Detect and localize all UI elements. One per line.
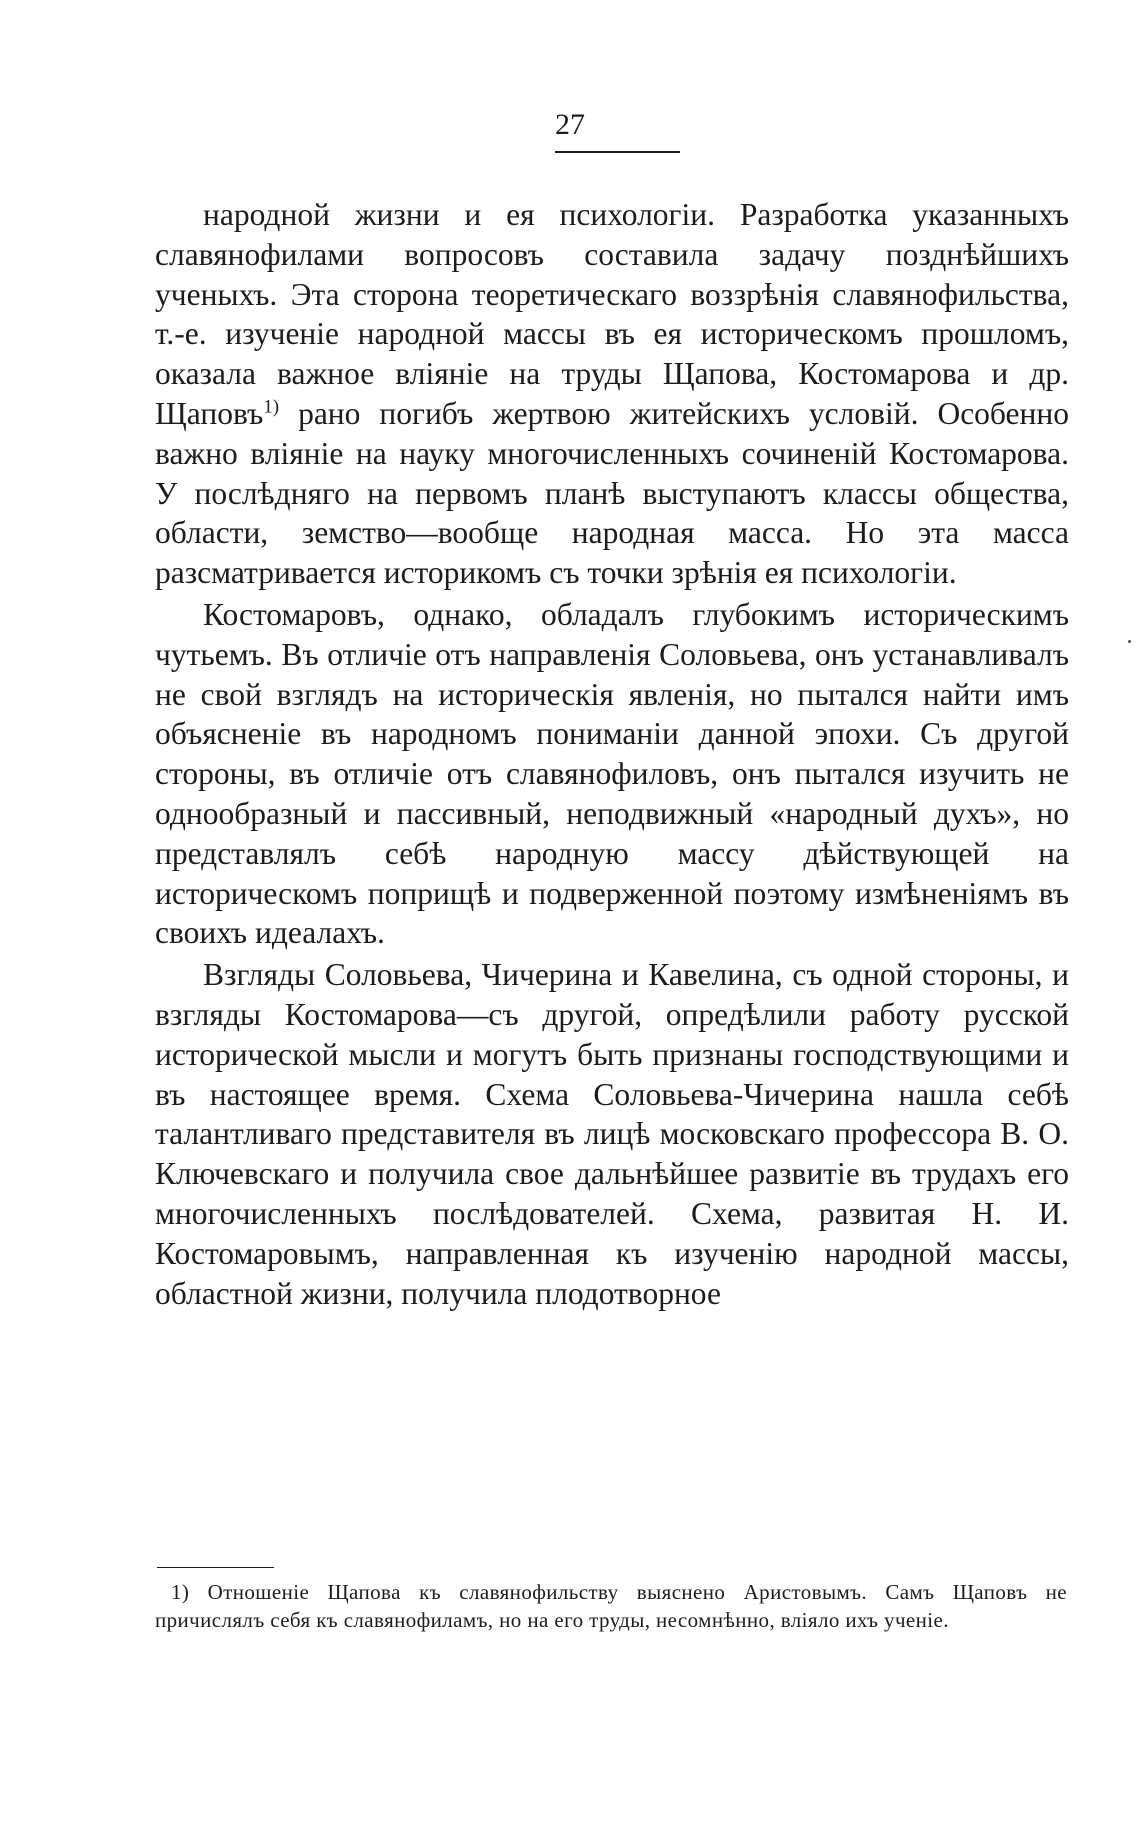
footnote-marker: 1): [171, 1580, 190, 1604]
paragraph-1-text: народной жизни и ея психологіи. Разработка указанныхъ славянофилами вопросовъ составила задачу позднѣйшихъ ученыхъ. Эта сторона теоретическаго воззрѣнія славянофильства, т.-е. изученіе народной массы въ ея историческомъ прошломъ, оказала важное вліяніе на труды Щапова, Костомарова и др. Щаповъ: [155, 197, 1069, 431]
paragraph-2: Костомаровъ, однако, обладалъ глубокимъ историческимъ чутьемъ. Въ отличіе отъ направленія Соловьева, онъ устанавливалъ не свой взглядъ на историческія явленія, но пытался найти имъ объясненіе въ народномъ пониманіи данной эпохи. Съ другой стороны, въ отличіе отъ славянофиловъ, онъ пытался изучить не однообразный и пассивный, неподвижный «народный духъ», но представлялъ себѣ народную массу дѣйствующей на историческомъ поприщѣ и подверженной поэтому измѣненіямъ въ своихъ идеалахъ.: [155, 596, 1069, 951]
paragraph-1-continuation: рано погибъ жертвою житейскихъ условій. Особенно важно вліяніе на науку многочисленныхъ сочиненій Костомарова. У послѣдняго на первомъ планѣ выступаютъ классы общества, области, земство—вообще народная масса. Но эта масса разсматривается историкомъ съ точки зрѣнія ея психологіи.: [155, 395, 1069, 591]
footnote-reference: 1): [263, 396, 280, 418]
page-number-underline: [555, 151, 680, 153]
footnote-divider: [157, 1567, 274, 1568]
print-speck: [1128, 640, 1131, 643]
footnote-paragraph: [155, 1578, 1067, 1634]
body-text: [155, 195, 1069, 1313]
paragraph-1: [155, 195, 1069, 593]
page-number: 27: [555, 108, 585, 141]
paragraph-3: Взгляды Соловьева, Чичерина и Кавелина, съ одной стороны, и взгляды Костомарова—съ другой, опредѣлили работу русской исторической мысли и могутъ быть признаны господствующими и въ настоящее время. Схема Соловьева-Чичерина нашла себѣ талантливаго представителя въ лицѣ московскаго профессора В. О. Ключевскаго и получила свое дальнѣйшее развитіе въ трудахъ его многочисленныхъ послѣдователей. Схема, развитая Н. И. Костомаровымъ, направленная къ изученію народной массы, областной жизни, получила плодотворное: [155, 957, 1069, 1311]
footnote: [155, 1578, 1067, 1634]
footnote-text: Отношеніе Щапова къ славянофильству выяснено Аристовымъ. Самъ Щаповъ не причислялъ себя къ славянофиламъ, но на его труды, несомнѣнно, вліяло ихъ ученіе.: [155, 1580, 1068, 1632]
